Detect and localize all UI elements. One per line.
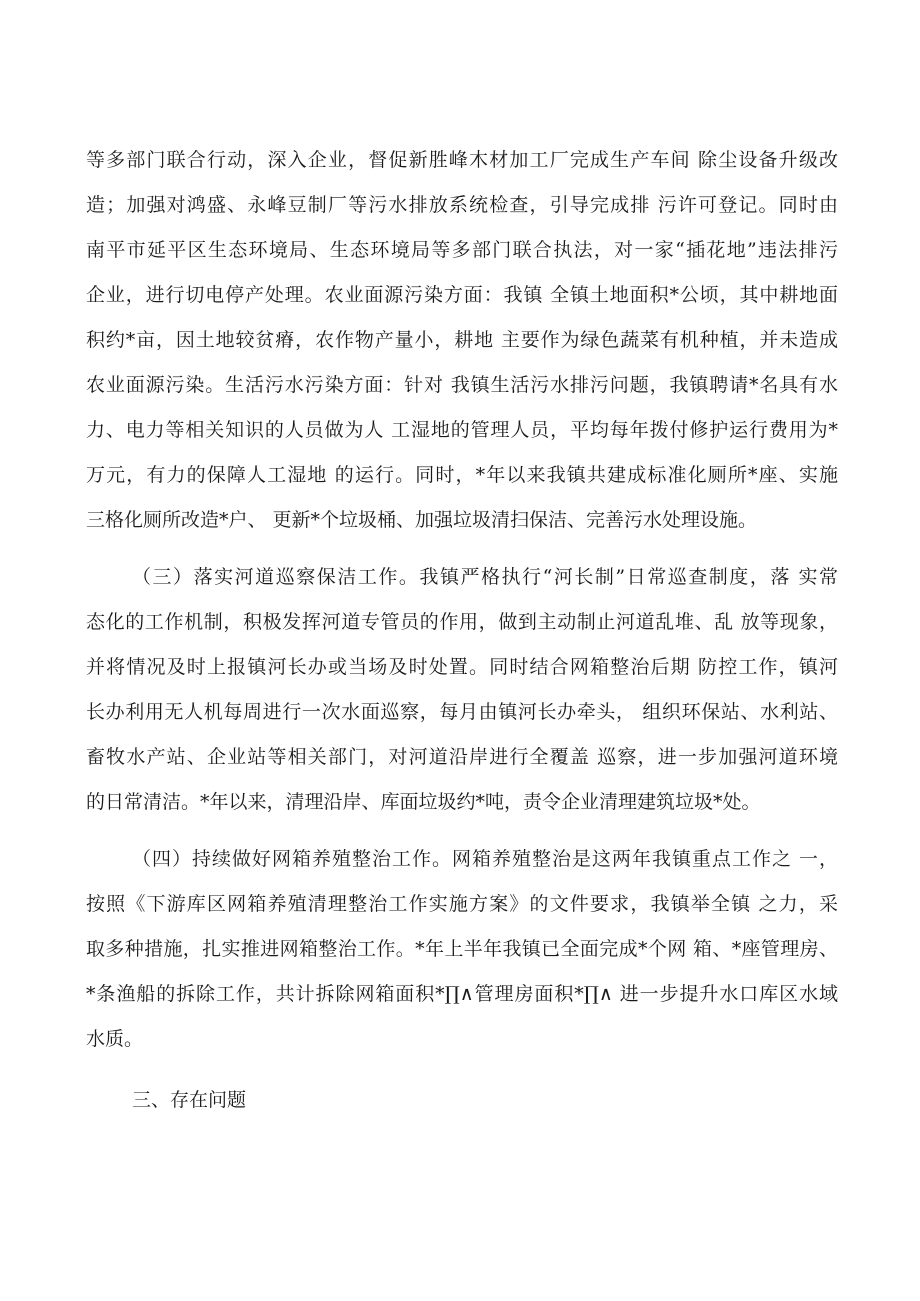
text-line: 三格化厕所改造*户、 更新*个垃圾桶、加强垃圾清扫保洁、完善污水处理设施。 — [86, 509, 758, 531]
section-heading: 三、存在问题 — [132, 1089, 247, 1111]
text-line: （四）持续做好网箱养殖整治工作。网箱养殖整治是这两年我镇重点工作之 一， — [132, 848, 838, 870]
text-line: 水质。 — [86, 1028, 144, 1050]
text-line: 造；加强对鸿盛、永峰豆制厂等污水排放系统检查，引导完成排 污许可登记。同时由 — [86, 194, 838, 216]
text-line: 取多种措施，扎实推进网箱整治工作。*年上半年我镇已全面完成*个网 箱、*座管理房、 — [86, 938, 838, 960]
text-line: 的日常清洁。*年以来，清理沿岸、库面垃圾约*吨，责令企业清理建筑垃圾*处。 — [86, 791, 761, 813]
text-line: （三）落实河道巡察保洁工作。我镇严格执行“河长制”日常巡查制度，落 实常 — [132, 566, 838, 588]
text-line: 万元，有力的保障人工湿地 的运行。同时，*年以来我镇共建成标准化厕所*座、实施 — [86, 464, 838, 486]
text-line: 畜牧水产站、企业站等相关部门，对河道沿岸进行全覆盖 巡察，进一步加强河道环境 — [86, 746, 838, 768]
text-line: 等多部门联合行动，深入企业，督促新胜峰木材加工厂完成生产车间 除尘设备升级改 — [86, 149, 838, 171]
text-line: 力、电力等相关知识的人员做为人 工湿地的管理人员，平均每年拨付修护运行费用为* — [86, 419, 838, 441]
text-line: 按照《下游库区网箱养殖清理整治工作实施方案》的文件要求，我镇举全镇 之力，采 — [86, 893, 838, 915]
text-line: *条渔船的拆除工作，共计拆除网箱面积*∏∧管理房面积*∏∧ 进一步提升水口库区水域 — [86, 983, 838, 1005]
text-line: 企业，进行切电停产处理。农业面源污染方面：我镇 全镇土地面积*公顷，其中耕地面 — [86, 284, 838, 306]
text-line: 积约*亩，因土地较贫瘠，农作物产量小，耕地 主要作为绿色蔬菜有机种植，并未造成 — [86, 329, 838, 351]
text-line: 态化的工作机制，积极发挥河道专管员的作用，做到主动制止河道乱堆、乱 放等现象， — [86, 611, 838, 633]
text-line: 长办利用无人机每周进行一次水面巡察，每月由镇河长办牵头， 组织环保站、水利站、 — [86, 701, 838, 723]
text-line: 南平市延平区生态环境局、生态环境局等多部门联合执法，对一家“插花地”违法排污 — [86, 239, 838, 261]
text-line: 并将情况及时上报镇河长办或当场及时处置。同时结合网箱整治后期 防控工作，镇河 — [86, 656, 838, 678]
text-line: 农业面源污染。生活污水污染方面：针对 我镇生活污水排污问题，我镇聘请*名具有水 — [86, 374, 838, 396]
